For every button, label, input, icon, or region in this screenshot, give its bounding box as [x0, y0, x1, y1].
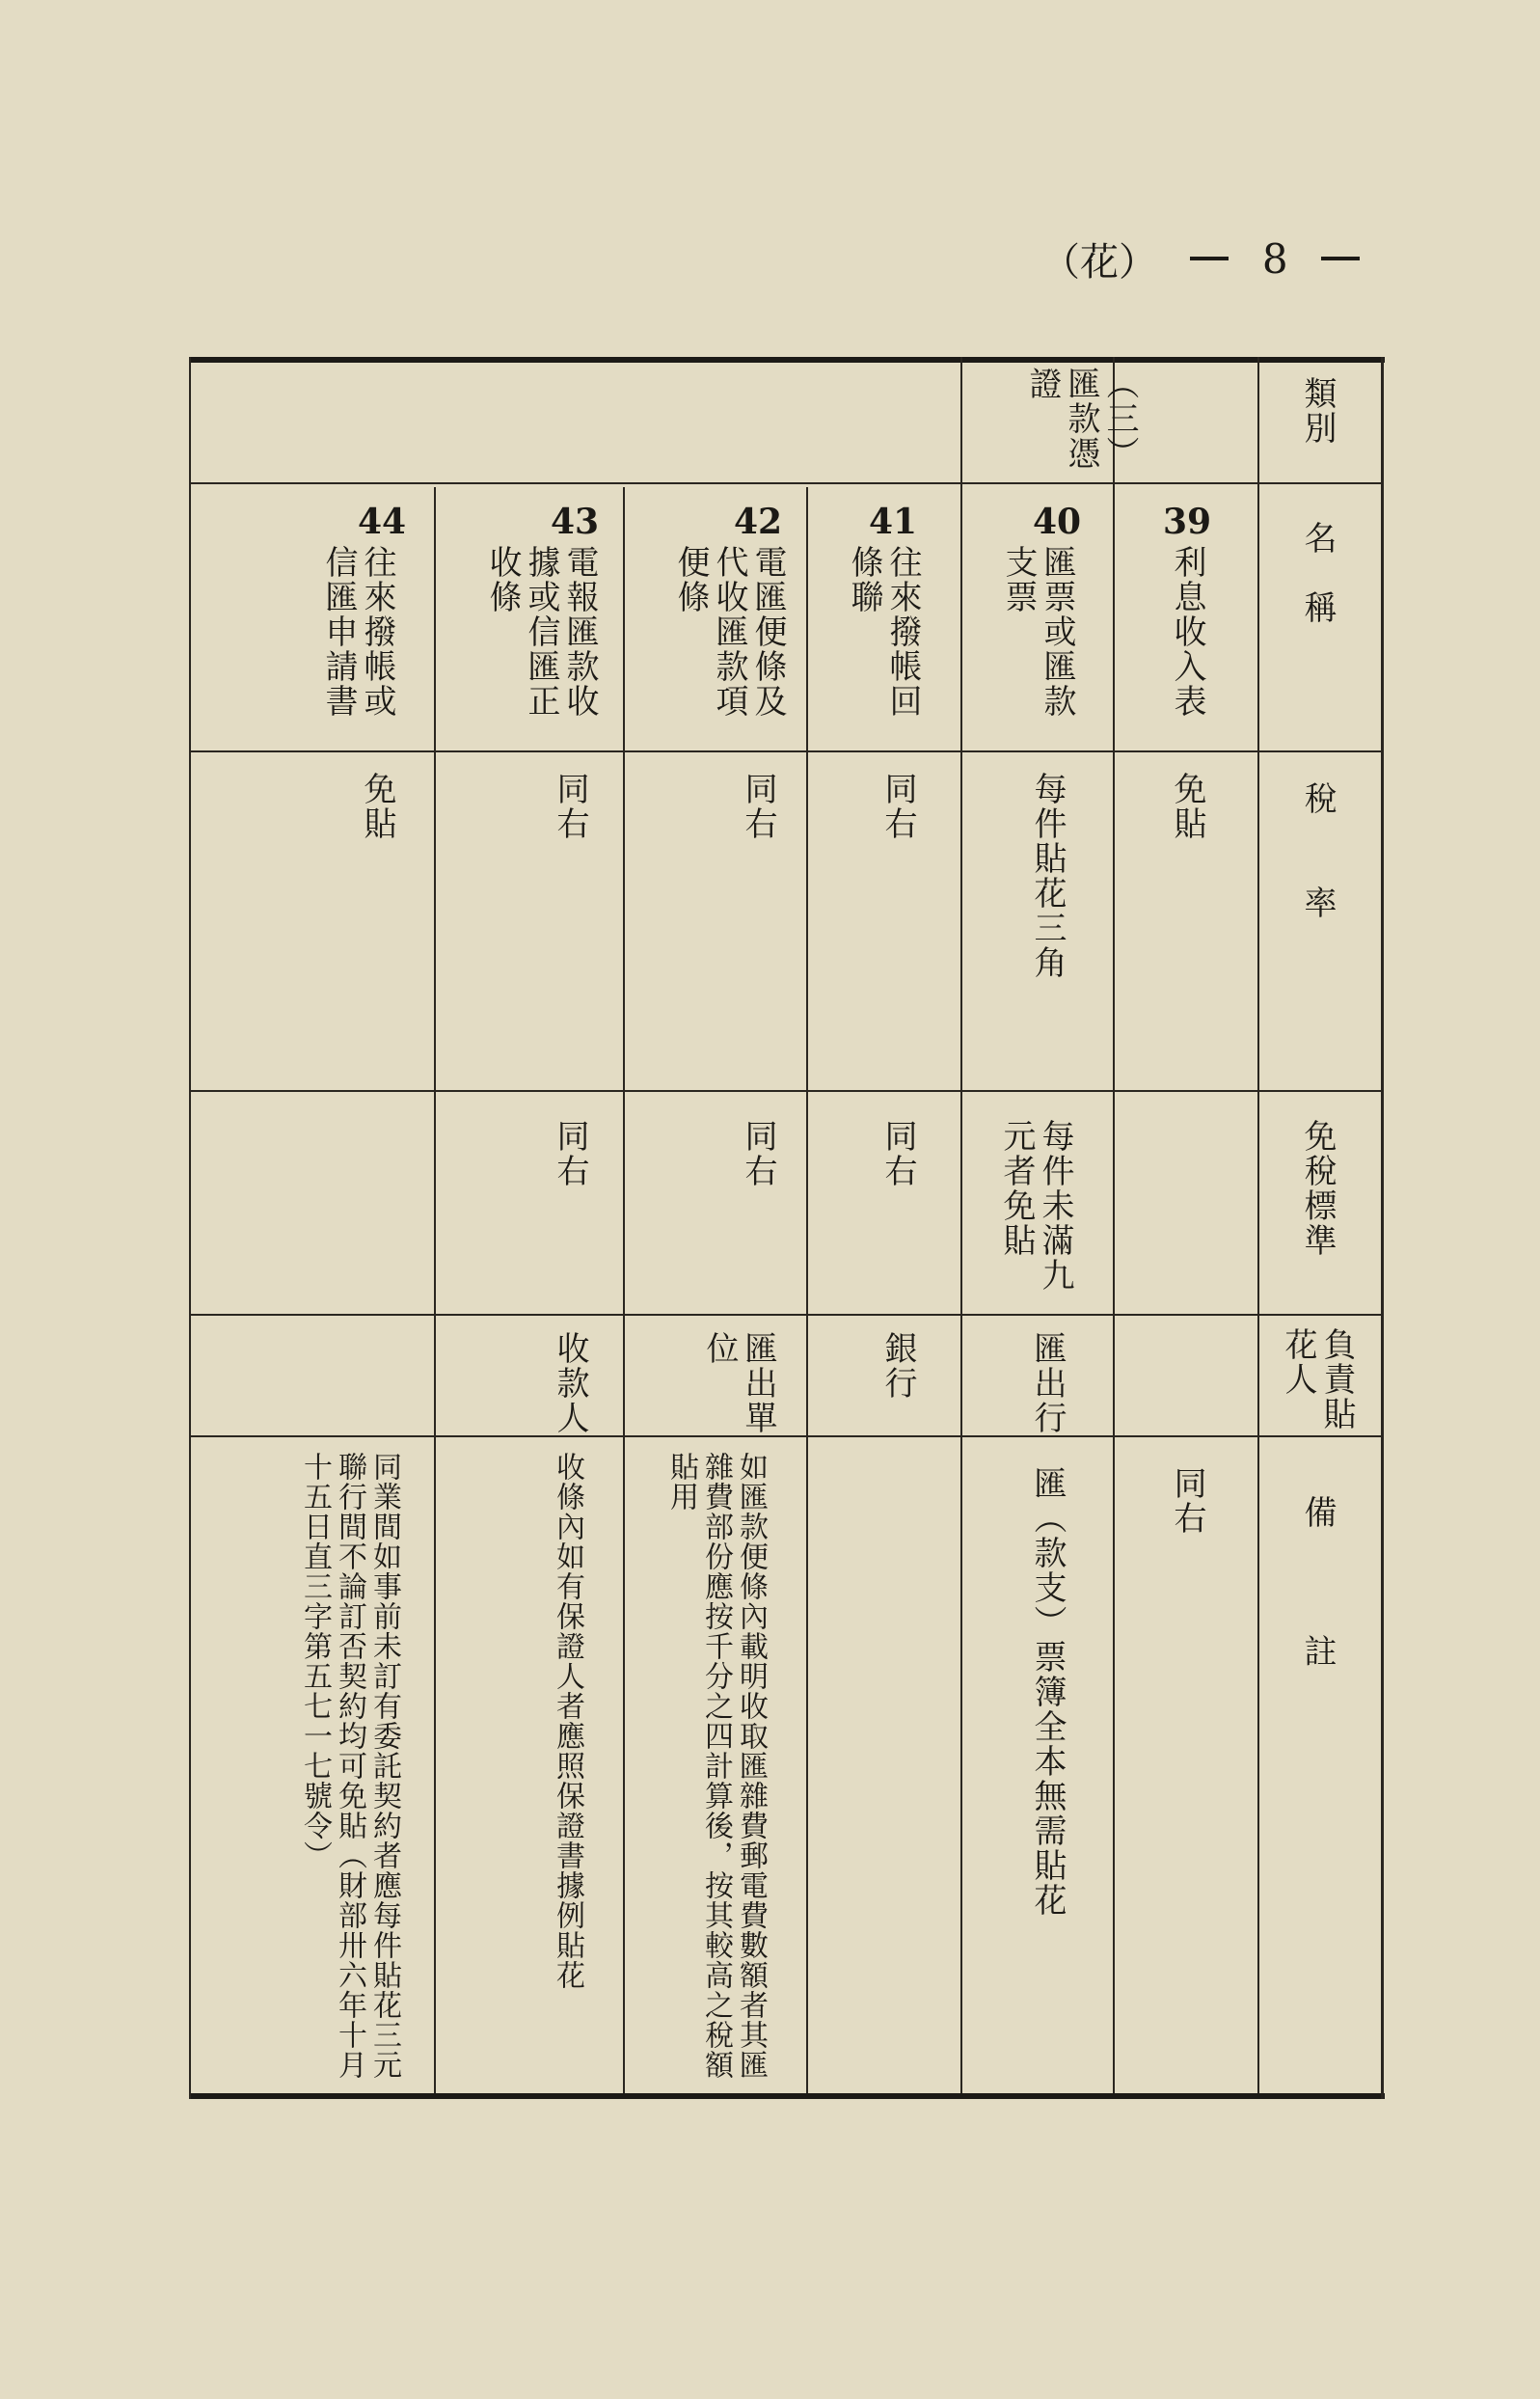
- header-exemption: 免稅標準: [1298, 1119, 1337, 1258]
- header-tax-rate: 稅 率: [1298, 781, 1337, 920]
- section-label: （花）: [1041, 239, 1157, 285]
- header-category: 類別: [1298, 376, 1337, 446]
- table-bottom-rule: [189, 2093, 1385, 2099]
- item-39-name: 利息收入表: [1168, 545, 1206, 719]
- item-40-number: 40: [1033, 502, 1082, 542]
- item-41-name: 往來撥帳回條聯: [845, 545, 922, 719]
- header-column-divider: [1257, 357, 1259, 2093]
- table-top-rule: [189, 357, 1385, 363]
- item-41-tax-rate: 同右: [878, 772, 917, 841]
- item-44-tax-rate: 免貼: [358, 772, 396, 841]
- row-divider-name: [189, 750, 1381, 752]
- item-42-name: 電匯便條及代收匯款項便條: [671, 545, 787, 719]
- item-40-payer: 匯出行: [1028, 1331, 1067, 1435]
- item-42-tax-rate: 同右: [739, 772, 777, 841]
- divider-42-43: [623, 487, 625, 2093]
- item-41-payer: 銀行: [878, 1331, 917, 1401]
- item-43-exemption: 同右: [551, 1119, 589, 1188]
- page-number: 8: [1261, 234, 1288, 283]
- item-43-tax-rate: 同右: [551, 772, 589, 841]
- item-44-notes: 同業間如事前未訂有委託契約者應每件貼花三元聯行間不論訂否契約均可免貼（財部卅六年十月十五日直三字第五七一七號令）: [298, 1452, 401, 2080]
- stamp-tax-table: [189, 357, 1385, 2103]
- item-44-name: 往來撥帳或信匯申請書: [319, 545, 396, 719]
- item-40-exemption: 每件未滿九元者免貼: [997, 1119, 1074, 1293]
- item-43-number: 43: [551, 502, 600, 542]
- dash-left: [1190, 257, 1229, 260]
- header-notes: 備 註: [1298, 1495, 1337, 1669]
- row-divider-payer: [189, 1435, 1381, 1437]
- row-divider-rate: [189, 1090, 1381, 1092]
- item-42-payer: 匯出單位: [700, 1331, 777, 1435]
- item-41-exemption: 同右: [878, 1119, 917, 1188]
- item-42-notes: 如匯款便條內載明收取匯雜費郵電費數額者其匯雜費部份應按千分之四計算後，按其較高之稅額貼用: [664, 1452, 768, 2080]
- item-43-notes: 收條內如有保證人者應照保證書據例貼花: [551, 1452, 584, 1990]
- item-40-tax-rate: 每件貼花三角: [1028, 772, 1067, 980]
- dash-right: [1321, 257, 1360, 260]
- item-39-notes: 同右: [1168, 1466, 1206, 1536]
- item-42-number: 42: [734, 502, 783, 542]
- item-43-payer: 收款人: [551, 1331, 589, 1435]
- item-44-number: 44: [358, 502, 407, 542]
- header-payer: 負責貼花人: [1279, 1327, 1356, 1431]
- divider-39-40: [1113, 357, 1115, 2093]
- table-right-border: [1381, 357, 1384, 2099]
- item-43-name: 電報匯款收據或信匯正收條: [483, 545, 599, 719]
- item-41-number: 41: [869, 502, 918, 542]
- item-40-notes: 匯（款支）票簿全本無需貼花: [1028, 1466, 1067, 1918]
- row-divider-exemption: [189, 1314, 1381, 1316]
- item-42-exemption: 同右: [739, 1119, 777, 1188]
- divider-41-42: [806, 487, 808, 2093]
- header-name: 名 稱: [1298, 521, 1337, 625]
- row-divider-category: [189, 482, 1381, 484]
- item-39-tax-rate: 免貼: [1168, 772, 1206, 841]
- divider-40-41: [960, 357, 962, 2093]
- item-39-number: 39: [1163, 502, 1212, 542]
- item-40-name: 匯票或匯款支票: [999, 545, 1076, 719]
- page-header: [1041, 230, 1360, 287]
- divider-43-44: [434, 487, 436, 2093]
- table-left-border: [189, 357, 191, 2099]
- category-group-label: （三）匯款憑證: [1023, 367, 1139, 471]
